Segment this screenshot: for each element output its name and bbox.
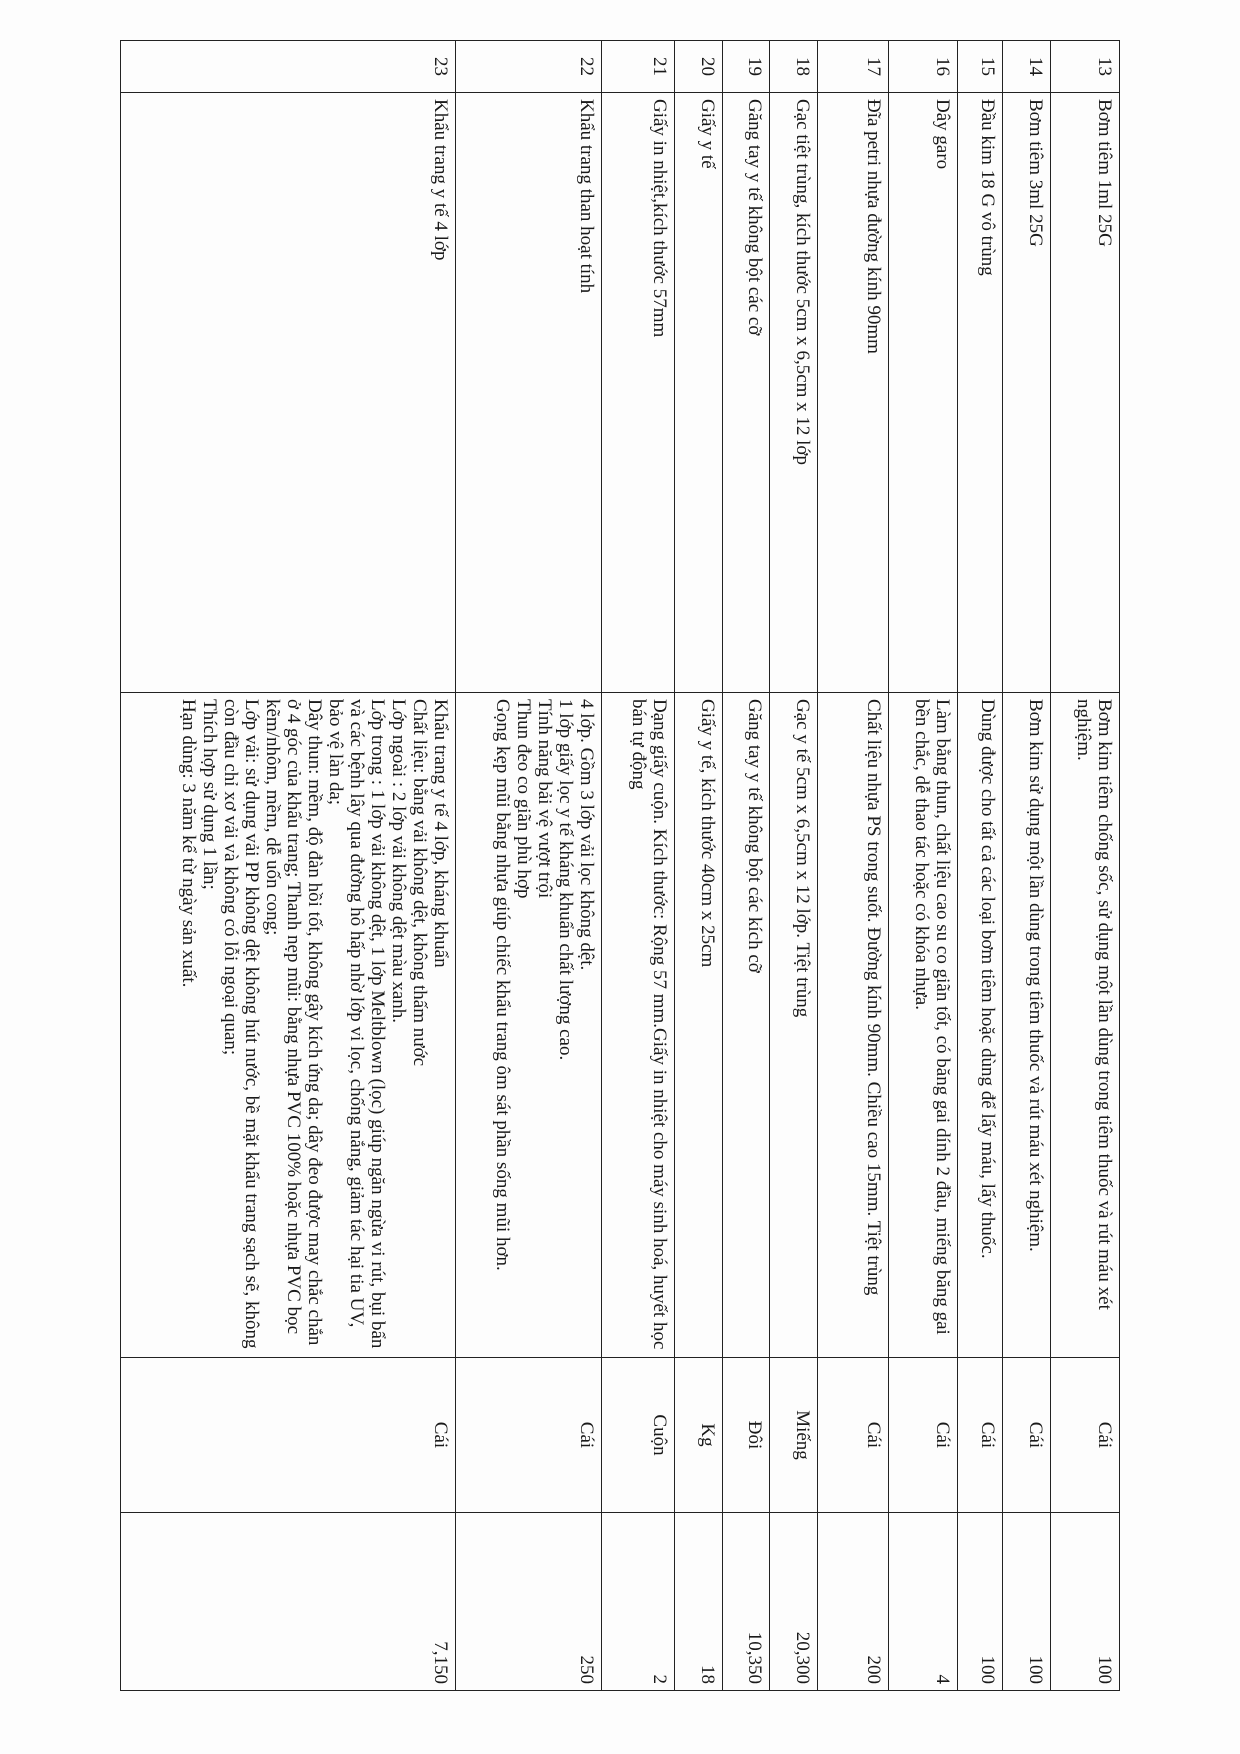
item-unit: Miếng	[770, 1358, 818, 1513]
item-quantity: 250	[456, 1513, 601, 1691]
rotated-table-container	[120, 40, 1120, 1690]
spec-line: Dùng được cho tất cả các loại bơm tiêm hoặc dùng để lấy máu, lấy thuốc.	[977, 699, 999, 1259]
row-number: 15	[958, 41, 1003, 93]
supply-table-body	[121, 41, 1120, 1691]
item-unit: Cái	[817, 1358, 888, 1513]
table-row	[601, 41, 675, 1691]
table-row	[817, 41, 888, 1691]
item-specification	[1051, 693, 1120, 1358]
row-number: 16	[889, 41, 958, 93]
item-specification	[1003, 693, 1051, 1358]
table-row	[675, 41, 723, 1691]
item-unit: Cái	[1003, 1358, 1051, 1513]
table-row	[889, 41, 958, 1691]
spec-line: Làm bằng thun, chất liệu cao su co giãn tốt, có băng gai dính 2 đầu, miếng băng gai bền chắc, dễ thao tác hoặc có khóa nhựa.	[911, 699, 954, 1335]
item-specification	[121, 693, 456, 1358]
item-unit: Cái	[958, 1358, 1003, 1513]
row-number: 21	[601, 41, 675, 93]
table-row	[1051, 41, 1120, 1691]
item-name: Giấy y tế	[675, 93, 723, 693]
item-name: Khẩu trang y tế 4 lớp	[121, 93, 456, 693]
item-unit: Kg	[675, 1358, 723, 1513]
spec-line: Dạng giấy cuộn. Kích thước: Rộng 57 mm.Giấy in nhiệt cho máy sinh hoá, huyết học bán tự động	[628, 699, 671, 1350]
row-number: 13	[1051, 41, 1120, 93]
spec-line: Dây thun: mềm, độ đàn hồi tốt, không gây kích ứng da; dây đeo được may chắc chắn ở 4 góc của khẩu trang; Thanh nẹp mũi: bằng nhựa PVC 100% hoặc nhựa PVC bọc kẽm/nhôm, mềm, dễ uốn cong;	[262, 699, 326, 1346]
item-specification	[770, 693, 818, 1358]
item-unit: Cuộn	[601, 1358, 675, 1513]
item-quantity: 18	[675, 1513, 723, 1691]
item-quantity: 100	[1051, 1513, 1120, 1691]
row-number: 19	[722, 41, 770, 93]
spec-line: Lớp trong : 1 lớp vải không dệt, 1 lớp Meltblown (lọc) giúp ngăn ngừa vi rút, bụi bẩn và các bệnh lây qua đường hô hấp nhờ lớp vi lọc, chống nắng, giảm tác hại tia UV, bảo vệ làn da;	[325, 699, 389, 1349]
spec-line: Khẩu trang y tế 4 lớp, kháng khuẩn	[430, 699, 452, 968]
item-unit: Đôi	[722, 1358, 770, 1513]
item-name: Đầu kim 18 G vô trùng	[958, 93, 1003, 693]
item-specification	[817, 693, 888, 1358]
item-quantity: 2	[601, 1513, 675, 1691]
spec-line: Găng tay y tế không bột các kích cỡ	[744, 699, 766, 973]
row-number: 23	[121, 41, 456, 93]
table-row	[770, 41, 818, 1691]
item-specification	[958, 693, 1003, 1358]
item-specification	[722, 693, 770, 1358]
spec-line: Thun đeo co giãn phù hợp	[512, 699, 534, 899]
item-unit: Cái	[1051, 1358, 1120, 1513]
item-name: Bơm tiêm 3ml 25G	[1003, 93, 1051, 693]
spec-line: Tính năng bải vệ vượt trội	[533, 699, 555, 899]
spec-line: Thích hợp sử dụng 1 lần;	[199, 699, 221, 890]
row-number: 20	[675, 41, 723, 93]
item-name: Dây garo	[889, 93, 958, 693]
item-quantity: 10,350	[722, 1513, 770, 1691]
item-quantity: 100	[958, 1513, 1003, 1691]
row-number: 14	[1003, 41, 1051, 93]
spec-line: Chất liệu nhựa PS trong suốt. Đường kính 90mm. Chiều cao 15mm. Tiệt trùng	[863, 699, 885, 1296]
item-quantity: 100	[1003, 1513, 1051, 1691]
item-name: Đĩa petri nhựa đường kính 90mm	[817, 93, 888, 693]
item-quantity: 4	[889, 1513, 958, 1691]
item-quantity: 7,150	[121, 1513, 456, 1691]
item-unit: Cái	[889, 1358, 958, 1513]
spec-line: Hạn dùng: 3 năm kể từ ngày sản xuất.	[178, 699, 200, 988]
supply-table	[120, 40, 1120, 1691]
item-unit: Cái	[121, 1358, 456, 1513]
item-quantity: 200	[817, 1513, 888, 1691]
item-name: Giấy in nhiệt,kích thước 57mm	[601, 93, 675, 693]
table-row	[121, 41, 456, 1691]
spec-line: Bơm kim sử dụng một lần dùng trong tiêm thuốc và rút máu xét nghiệm.	[1025, 699, 1047, 1252]
table-row	[722, 41, 770, 1691]
item-quantity: 20,300	[770, 1513, 818, 1691]
item-name: Khẩu trang than hoạt tính	[456, 93, 601, 693]
row-number: 18	[770, 41, 818, 93]
item-specification	[601, 693, 675, 1358]
row-number: 22	[456, 41, 601, 93]
item-unit: Cái	[456, 1358, 601, 1513]
spec-line: Gọng kẹp mũi bằng nhựa giúp chiếc khẩu trang ôm sát phần sống mũi hơn.	[491, 699, 513, 1271]
spec-line: Lớp ngoài : 2 lớp vải không dệt màu xanh.	[388, 699, 410, 1024]
spec-line: 4 lớp. Gồm 3 lớp vải lọc không dệt.	[575, 699, 597, 971]
spec-line: Chất liệu: bằng vải không dệt, không thấm nước	[409, 699, 431, 1067]
spec-line: Bơm kim tiêm chống sốc, sử dụng một lần dùng trong tiêm thuốc và rút máu xét nghiệm.	[1073, 699, 1115, 1310]
item-name: Gạc tiệt trùng, kích thước 5cm x 6,5cm x 12 lớp	[770, 93, 818, 693]
spec-line: Lớp vải: sử dụng vải PP không dệt không hút nước, bề mặt khẩu trang sạch sẽ, không còn đầu chỉ xơ vải và không có lỗi ngoại quan;	[220, 699, 263, 1349]
table-row	[1003, 41, 1051, 1691]
item-specification	[675, 693, 723, 1358]
table-row	[958, 41, 1003, 1691]
spec-line: Giấy y tế, kích thước 40cm x 25cm	[696, 699, 718, 968]
item-specification	[456, 693, 601, 1358]
item-name: Bơm tiêm 1ml 25G	[1051, 93, 1120, 693]
spec-line: Gạc y tế 5cm x 6,5cm x 12 lớp. Tiệt trùng	[791, 699, 813, 1018]
item-specification	[889, 693, 958, 1358]
item-name: Găng tay y tế không bột các cỡ	[722, 93, 770, 693]
spec-line: 1 lớp giấy lọc y tế kháng khuẩn chất lượng cao.	[554, 699, 576, 1061]
table-row	[456, 41, 601, 1691]
row-number: 17	[817, 41, 888, 93]
